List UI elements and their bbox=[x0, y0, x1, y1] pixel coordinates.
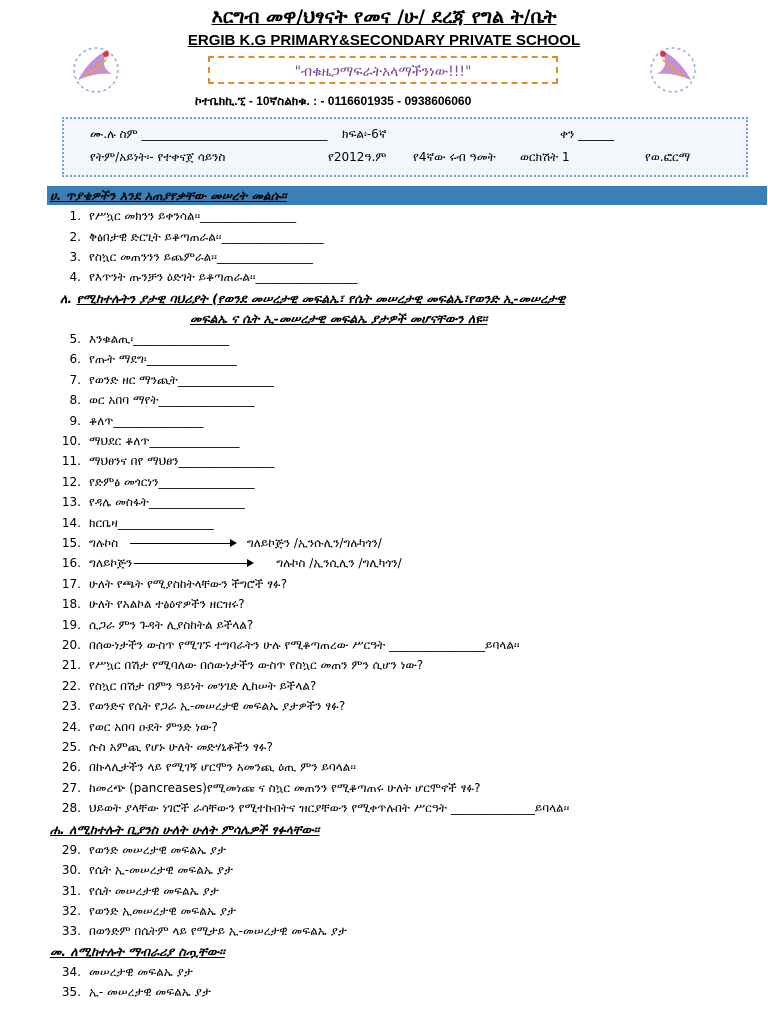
subject-label: የትም/አይነት፡- የተቀናጀ ሳይንስ bbox=[90, 150, 226, 164]
question-24: 24. የወር አበባ ዑደት ምንድ ነው? bbox=[61, 720, 218, 734]
question-17: 17. ሁለት የጫት የሚያስከትላቸውን ችግሮች ፃፉ? bbox=[61, 577, 288, 591]
question-15: 15. ግሉኮስ ግለይኮጅን /ኢንሱሊን/ግሉካጎን/ bbox=[61, 536, 382, 550]
question-20: 20. በሰውነታችን ውስጥ የሚገኙ ተግባራትን ሁሉ የሚቆጣጠረው ሥርዓት ________________ይባላል፡፡ bbox=[61, 638, 520, 652]
question-22: 22. የስኳር በሽታ በምን ዓይነት መንገድ ሊከሠት ይችላል? bbox=[61, 679, 317, 693]
worksheet-label: ወርክሽት 1 bbox=[520, 150, 570, 164]
student-info-box bbox=[62, 117, 748, 177]
question-26: 26. በኩላሊታችን ላይ የሚገኝ ሆርሞን አመንጪ ዕጢ ምን ይባላል፡፡ bbox=[61, 760, 356, 774]
question-18: 18. ሁለት የአልኮል ተፅዕኖዎችን ዘርዝሩ? bbox=[61, 597, 245, 611]
question-12: 12. የድምፅ መጎርነን________________ bbox=[61, 475, 255, 489]
section-a-heading: ሀ. ጥያቄዎችን እንደ አጠያየቃቸው መሠረት መልሱ፡፡ bbox=[50, 188, 287, 203]
question-21: 21. የሥኳር በሽታ የሚባለው በሰውነታችን ውስጥ የስኳር መጠን ምን ሲሆን ነው? bbox=[61, 658, 424, 672]
question-28: 28. ህይወት ያላቸው ነገሮች ራሳቸውን የሚተኩበትና ዝርያቸውን የሚቀጥሉበት ሥርዓት ______________ይባላል፡፡ bbox=[61, 801, 570, 815]
date-field[interactable]: ቀን ______ bbox=[560, 127, 615, 141]
quarter-label: የ4ኛው ሩብ ዓመት bbox=[413, 150, 496, 164]
question-32: 32. የወንድ ኢመሠረታዊ መፍልኤ ያታ bbox=[61, 904, 236, 918]
question-11: 11. ማህፀንና በየ ማህፀን________________ bbox=[61, 454, 275, 468]
year-label: የ2012ዓ.ም bbox=[328, 150, 387, 164]
section-c-heading: ሐ. ለሚከተሉት ቢያንስ ሁለት ሁለት ምሳሌዎች ፃፉላቸው፡፡ bbox=[50, 822, 320, 837]
school-title-amharic: እርግብ መዋ/ህፃናት የመና /ሁ/ ደረጃ የግል ት/ቤት bbox=[211, 6, 557, 28]
question-10: 10. ማህደር ቆለጥ_______________ bbox=[61, 434, 240, 448]
question-4: 4. የእጥንት ጡንቻን ዕድገት ይቆጣጠራል፡፡_________________ bbox=[69, 270, 358, 284]
question-3: 3. የስኳር መጠንንን ይጨምራል፡፡________________ bbox=[69, 250, 313, 264]
school-motto: "ብቁዜጋማፍራትአላማችንነው!!!" bbox=[208, 56, 558, 84]
question-6: 6. የጡት ማደግ፡_______________ bbox=[69, 352, 237, 366]
section-d-heading: መ. ለሚከተሉት ማብራሪያ ስጧቸው፡፡ bbox=[50, 944, 225, 959]
question-7: 7. የወንድ ዘር ማንጪት________________ bbox=[69, 373, 274, 387]
question-31: 31. የሴት መሠረታዊ መፍልኤ ያታ bbox=[61, 884, 219, 898]
question-25: 25. ሱስ አምጪ የሆኑ ሁለት መድሃኒቶችን ፃፉ? bbox=[61, 740, 273, 754]
question-9: 9. ቆለጥ_______________ bbox=[69, 414, 204, 428]
name-field[interactable]: ሙ.ሉ ስም _______________________________ bbox=[90, 127, 328, 141]
question-8: 8. ወር አበባ ማየት________________ bbox=[69, 393, 255, 407]
question-30: 30. የሴት ኢ-መሠረታዊ መፍልኤ ያታ bbox=[61, 863, 233, 877]
question-14: 14. ክርቤዛ________________ bbox=[61, 516, 214, 530]
school-title-english: ERGIB K.G PRIMARY&SECONDARY PRIVATE SCHOOL bbox=[187, 32, 581, 49]
question-16: 16. ግለይኮጅን ግሉኮስ /ኢንሲሊን /ግሊካጎን/ bbox=[61, 556, 402, 570]
question-27: 27. ከመረጭ (pancreases)የሚመነጩ ና ስኳር መጠንን የሚቆጣጠሩ ሁለት ሆርሞኖች ፃፉ? bbox=[61, 781, 481, 795]
question-5: 5. እንቁልጢ፡________________ bbox=[69, 332, 230, 346]
question-19: 19. ሲጋራ ምን ጉዳት ሊያስከትል ይችላል? bbox=[61, 618, 254, 632]
question-2: 2. ቅፅበታዊ ድርጊት ይቆጣጠራል፡፡_________________ bbox=[69, 230, 324, 244]
school-contact: ኮተቤክኪ.ኚ - 10ኛስልክቁ. : - 0116601935 - 0938606060 bbox=[195, 94, 472, 108]
section-b-heading-line2: መፍልኤ ና ሴት ኢ-መሠረታዊ መፍልኤ ያታዎች መሆናቸውን ለዩ፡፡ bbox=[190, 311, 488, 326]
form-label: የወ.ፎርማ bbox=[645, 150, 691, 164]
grade-label: ክፍል፡-6ኛ bbox=[342, 127, 387, 141]
question-35: 35. ኢ- መሠረታዊ መፍልኤ ያታ bbox=[61, 985, 211, 999]
section-b-heading-line1: ለ. የሚከተሉትን ያታዊ ባህሪያት (የወንደ መሠረታዊ መፍልኤ፣ የሴት መሠረታዊ መፍልኤ፣የወንድ ኢ-መሠረታዊ bbox=[60, 291, 566, 306]
question-33: 33. በወንድም በሴትም ላይ የሚታይ ኢ-መሠረታዊ መፍልኤ ያታ bbox=[61, 924, 347, 938]
question-29: 29. የወንድ መሠረታዊ መፍልኤ ያታ bbox=[61, 843, 227, 857]
question-13: 13. የዳሌ መስፋት________________ bbox=[61, 495, 245, 509]
question-23: 23. የወንድና የሴት የጋራ ኢ-መሠረታዊ መፍልኤ ያታዎችን ፃፉ? bbox=[61, 699, 346, 713]
question-1: 1. የሥኳር መክንን ይቀንሳል፡፡________________ bbox=[69, 209, 297, 223]
arrow-icon bbox=[130, 543, 235, 544]
arrow-icon bbox=[134, 563, 252, 564]
question-34: 34. መሠረታዊ መፍልኤ ያታ bbox=[61, 965, 193, 979]
